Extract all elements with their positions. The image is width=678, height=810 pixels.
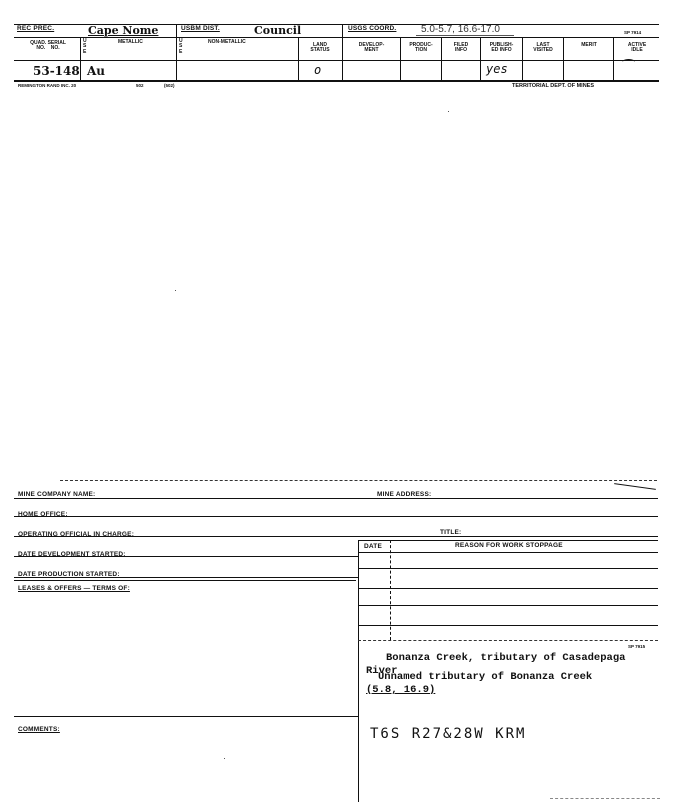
col-published-info: PUBLISH- ED INFO <box>489 42 514 54</box>
col-land-status: LAND STATUS <box>310 42 330 54</box>
speck <box>175 290 176 291</box>
col-production: PRODUC- TION <box>409 42 433 54</box>
date-prod-rule-2 <box>14 580 356 581</box>
usbm-dist-value: Council <box>254 24 302 37</box>
mine-company-rule <box>14 498 658 499</box>
form-number-top: SP 7914 <box>624 30 642 35</box>
comments-rule <box>14 716 358 717</box>
mine-company-label: MINE COMPANY NAME: <box>18 491 96 498</box>
date-prod-label: DATE PRODUCTION STARTED: <box>18 571 120 578</box>
department-label: TERRITORIAL DEPT. OF MINES <box>512 83 594 89</box>
usgs-coord-label: USGS COORD. <box>348 25 397 32</box>
divider <box>176 24 177 37</box>
stoppage-top <box>358 540 658 541</box>
stoppage-head <box>358 552 658 553</box>
note-line-2: River <box>366 664 398 677</box>
usgs-coord-value: 5.0-5.7, 16.6-17.0 <box>421 24 500 35</box>
speck <box>448 111 449 112</box>
stoppage-date-header: DATE <box>364 543 383 550</box>
notes-block <box>366 652 666 696</box>
col-merit: MERIT <box>581 42 597 48</box>
col-development: DEVELOP- MENT <box>358 42 385 54</box>
home-office-label: HOME OFFICE: <box>18 511 68 518</box>
printer-credit: REMINGTON RAND INC. 20 <box>18 83 77 88</box>
stoppage-row <box>358 640 658 641</box>
bottom-faint-text <box>550 798 660 799</box>
col-last-visited: LAST VISITED <box>533 42 553 54</box>
land-status-value: o <box>314 63 322 77</box>
col-active-idle: ACTIVE IDLE <box>627 42 647 54</box>
rec-prec-label: REC PREC. <box>17 25 55 32</box>
note-line-4: (5.8, 16.9) <box>366 683 436 696</box>
serial-value: 53-148 <box>33 64 80 78</box>
home-office-rule <box>14 516 658 517</box>
usbm-dist-label: USBM DIST. <box>181 25 220 32</box>
divider <box>298 37 299 80</box>
date-dev-label: DATE DEVELOPMENT STARTED: <box>18 551 126 558</box>
published-info-value: yes <box>486 62 508 76</box>
corner-stroke <box>614 483 656 490</box>
stoppage-row <box>358 568 658 569</box>
divider <box>480 37 481 80</box>
leases-label: LEASES & OFFERS — TERMS OF: <box>18 585 130 592</box>
col-nonmetallic: NON-METALLIC <box>208 39 246 45</box>
stoppage-left-border <box>358 540 359 802</box>
stoppage-row <box>358 588 658 589</box>
col-metallic: METALLIC <box>118 39 143 45</box>
mine-address-label: MINE ADDRESS: <box>377 491 432 498</box>
title-label: TITLE: <box>440 529 462 536</box>
rec-prec-value: Cape Nome <box>88 24 159 37</box>
card-top-edge <box>60 480 657 481</box>
col-metallic-use: U S E <box>83 38 87 55</box>
note-line-3: Unnamed tributary of Bonanza Creek <box>378 671 593 684</box>
handwritten-location: T6S R27&28W KRM <box>370 726 527 742</box>
print-code-paren: (502) <box>164 83 175 88</box>
coord-underline <box>416 35 514 36</box>
comments-label: COMMENTS: <box>18 726 60 733</box>
stoppage-row <box>358 625 658 626</box>
col-nonmetallic-use: U S E <box>179 38 183 55</box>
speck <box>224 758 225 759</box>
divider <box>342 37 343 80</box>
divider <box>613 37 614 80</box>
divider <box>400 37 401 80</box>
col-filed-info: FILED INFO <box>453 42 469 54</box>
stoppage-reason-header: REASON FOR WORK STOPPAGE <box>455 542 563 549</box>
print-code: 502 <box>136 83 144 88</box>
divider <box>522 37 523 80</box>
divider <box>80 37 81 80</box>
divider <box>563 37 564 80</box>
metallic-value: Au <box>87 64 106 78</box>
divider <box>441 37 442 80</box>
form-number-bottom: SP 7915 <box>628 644 646 649</box>
stoppage-row <box>358 605 658 606</box>
divider <box>176 37 177 80</box>
note-line-1: Bonanza Creek, tributary of Casadepaga <box>386 652 626 664</box>
active-idle-mark: ⁀ <box>623 60 635 76</box>
header-bottom-rule <box>14 80 659 82</box>
divider <box>342 24 343 37</box>
col-quad-serial: QUAD. SERIAL NO. NO. <box>30 40 66 52</box>
operating-official-label: OPERATING OFFICIAL IN CHARGE: <box>18 531 135 538</box>
